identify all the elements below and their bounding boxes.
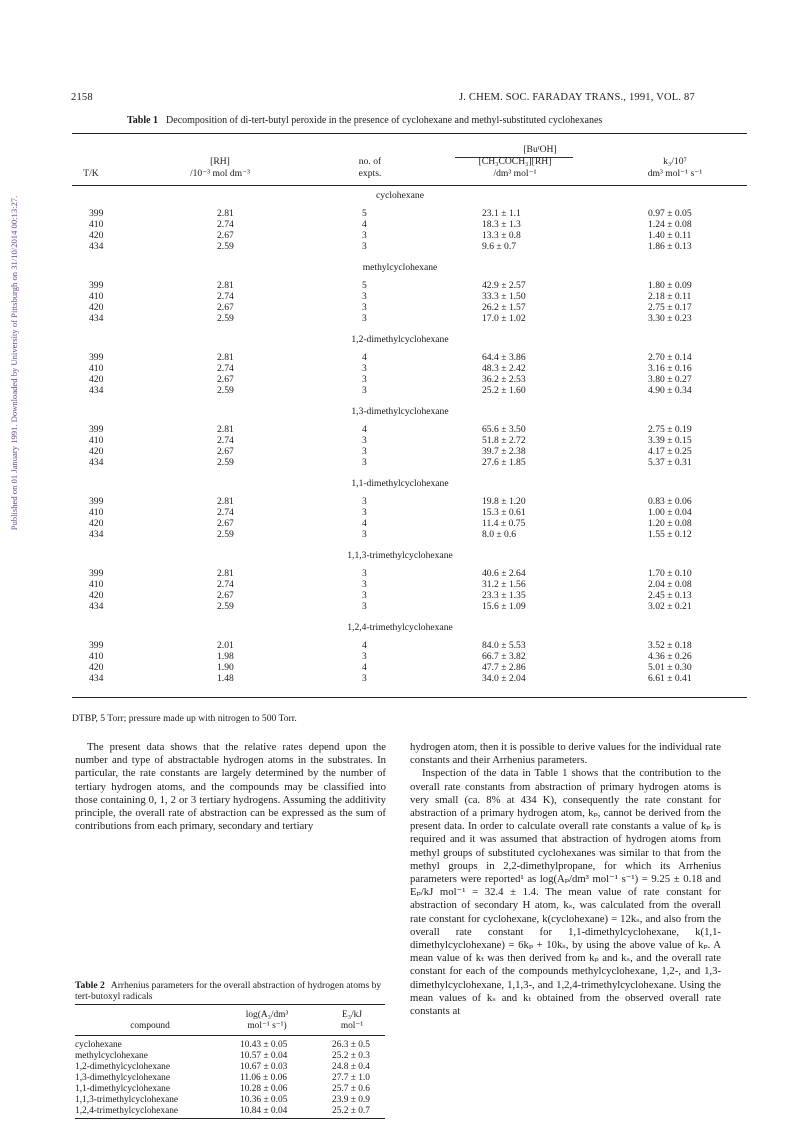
table1-top-rule [72,133,747,134]
table-cell: 47.7 ± 2.86 [482,662,526,673]
t2-col-compound: compound [130,1021,170,1031]
table-cell: 3 [362,496,367,507]
table-cell: 26.3 ± 0.5 [332,1040,370,1050]
table1-bottom-rule [72,697,747,698]
table-cell: 2.81 [217,568,234,579]
col-k-header-b: dm³ mol⁻¹ s⁻¹ [647,168,703,179]
table-cell: 410 [89,651,104,662]
table-cell: 3 [362,241,367,252]
table-row [0,280,799,291]
group-heading: methylcyclohexane [362,262,438,273]
table-cell: 434 [89,241,104,252]
col-t-header: T/K [83,168,99,179]
table-cell: 434 [89,601,104,612]
table-row [0,219,799,230]
table-row [0,1106,400,1117]
table-cell: 5 [362,280,367,291]
table-cell: 31.2 ± 1.56 [482,579,526,590]
table-cell: 3.30 ± 0.23 [648,313,692,324]
t2-col-loga-b: mol⁻¹ s⁻¹) [247,1021,287,1031]
table-cell: 434 [89,529,104,540]
table-cell: 2.70 ± 0.14 [648,352,692,363]
table-cell: 399 [89,424,104,435]
table-cell: 4.90 ± 0.34 [648,385,692,396]
table-cell: 3 [362,651,367,662]
table-row [0,374,799,385]
table-cell: 2.59 [217,529,234,540]
table-cell: 420 [89,230,104,241]
group-heading: 1,2-dimethylcyclohexane [351,334,449,345]
table-cell: 19.8 ± 1.20 [482,496,526,507]
table-cell: 9.6 ± 0.7 [482,241,517,252]
table-row [0,662,799,673]
table-row [0,601,799,612]
table-cell: 40.6 ± 2.64 [482,568,526,579]
table-cell: 2.59 [217,313,234,324]
table-cell: 3.39 ± 0.15 [648,435,692,446]
table-cell: 2.04 ± 0.08 [648,579,692,590]
table2-label: Table 2 [75,980,105,991]
table-cell: 27.6 ± 1.85 [482,457,526,468]
table-cell: cyclohexane [75,1040,122,1050]
table-cell: 2.75 ± 0.19 [648,424,692,435]
table-cell: 26.2 ± 1.57 [482,302,526,313]
table-cell: 2.59 [217,457,234,468]
table-cell: 2.74 [217,363,234,374]
table-cell: 17.0 ± 1.02 [482,313,526,324]
table-cell: 34.0 ± 2.04 [482,673,526,684]
table-cell: 410 [89,363,104,374]
table-row [0,313,799,324]
table-row [0,1051,400,1062]
table-cell: 1.24 ± 0.08 [648,219,692,230]
table-row [0,385,799,396]
table-cell: 2.59 [217,241,234,252]
table-cell: 51.8 ± 2.72 [482,435,526,446]
table-cell: 2.74 [217,219,234,230]
table-cell: 18.3 ± 1.3 [482,219,521,230]
table-cell: 39.7 ± 2.38 [482,446,526,457]
group-heading: cyclohexane [376,190,424,201]
table-cell: 48.3 ± 2.42 [482,363,526,374]
table-row [0,673,799,684]
table-row [0,1040,400,1051]
table-cell: 2.01 [217,640,234,651]
table-row [0,435,799,446]
table-cell: 4.17 ± 0.25 [648,446,692,457]
table-cell: 399 [89,568,104,579]
table-cell: 5.37 ± 0.31 [648,457,692,468]
table-cell: 2.67 [217,590,234,601]
table-row [0,518,799,529]
table2-header-rule [75,1035,385,1036]
table-cell: 5.01 ± 0.30 [648,662,692,673]
table-row [0,208,799,219]
group-heading: 1,3-dimethylcyclohexane [351,406,449,417]
table-cell: 420 [89,446,104,457]
table-cell: 1,1,3-trimethylcyclohexane [75,1095,179,1105]
table1-label: Table 1 [127,115,159,126]
table-cell: 420 [89,590,104,601]
table1-footnote: DTBP, 5 Torr; pressure made up with nitrogen to 500 Torr. [72,713,297,724]
table-cell: 3.02 ± 0.21 [648,601,692,612]
table-cell: 2.67 [217,230,234,241]
table-cell: 11.4 ± 0.75 [482,518,526,529]
table-cell: 5 [362,208,367,219]
table-row [0,291,799,302]
table-cell: 2.81 [217,424,234,435]
table-row [0,590,799,601]
table-row [0,496,799,507]
table-cell: 1.00 ± 0.04 [648,507,692,518]
table-row [0,363,799,374]
table-row [0,507,799,518]
table-cell: 1,1-dimethylcyclohexane [75,1084,171,1094]
table-cell: 4 [362,219,367,230]
table-cell: 399 [89,208,104,219]
table-row [0,230,799,241]
table-cell: 2.67 [217,302,234,313]
table-cell: 25.2 ± 0.7 [332,1106,370,1116]
table-cell: 2.67 [217,446,234,457]
table-cell: 1.90 [217,662,234,673]
table-row [0,640,799,651]
table-row [0,241,799,252]
table1-header-rule [72,185,747,186]
table-cell: 84.0 ± 5.53 [482,640,526,651]
table-cell: 10.28 ± 0.06 [240,1084,288,1094]
right-paragraph-1: hydrogen atom, then it is possible to derive values for the individual rate constants and their Arrhenius parameters. [410,741,721,767]
table-cell: 2.74 [217,291,234,302]
table-cell: 1.55 ± 0.12 [648,529,692,540]
table-cell: 3.16 ± 0.16 [648,363,692,374]
table-cell: 3 [362,457,367,468]
table-cell: 2.59 [217,385,234,396]
table-cell: 15.6 ± 1.09 [482,601,526,612]
table-cell: 25.2 ± 0.3 [332,1051,370,1061]
table-cell: 420 [89,302,104,313]
table-cell: 15.3 ± 0.61 [482,507,526,518]
table-cell: 1.70 ± 0.10 [648,568,692,579]
table-cell: 10.67 ± 0.03 [240,1062,288,1072]
table-cell: 410 [89,579,104,590]
table-cell: 410 [89,435,104,446]
table-cell: 4 [362,640,367,651]
table-cell: 2.81 [217,496,234,507]
table-cell: 3 [362,374,367,385]
table-cell: 3 [362,313,367,324]
table-cell: 66.7 ± 3.82 [482,651,526,662]
table-cell: 2.74 [217,579,234,590]
table-cell: 4 [362,518,367,529]
table-cell: 1.86 ± 0.13 [648,241,692,252]
table-cell: 1,3-dimethylcyclohexane [75,1073,171,1083]
table-cell: 42.9 ± 2.57 [482,280,526,291]
table-cell: 2.81 [217,352,234,363]
table2-caption-text: Arrhenius parameters for the overall abstraction of hydrogen atoms by tert-butoxyl radicals [75,980,382,1002]
table-row [0,424,799,435]
table-cell: 1.98 [217,651,234,662]
table1-caption [127,115,602,126]
table-cell: 3 [362,507,367,518]
table-cell: 65.6 ± 3.50 [482,424,526,435]
group-heading: 1,2,4-trimethylcyclohexane [347,622,453,633]
table-row [0,1084,400,1095]
col-n-header-a: no. of [358,156,382,167]
table-cell: 1.20 ± 0.08 [648,518,692,529]
table-cell: 33.3 ± 1.50 [482,291,526,302]
right-paragraph-2: Inspection of the data in Table 1 shows that the contribution to the overall rate constants from abstraction of primary hydrogen atoms is very small (ca. 8% at 434 K), consequently the rate constant for abstraction of a primary hydrogen atom, kₚ, cannot be derived from the present data. In order to calculate overall rate constants a value of kₚ is required and it was assumed that abstraction of hydrogen atoms from methyl groups of substituted cyclohexanes was similar to that from the methyl groups in 2,2-dimethylpropane, for which its Arrhenius parameters were reported¹ as log(Aₚ/dm³ mol⁻¹ s⁻¹) = 9.25 ± 0.18 and Eₚ/kJ mol⁻¹ = 32.4 ± 1.4. The mean value of rate constant for abstraction of secondary H atom, kₛ, was calculated from the overall rate constant for cyclohexane, k(cyclohexane) = 12kₛ, and also from the overall rate constant for 1,1-dimethylcyclohexane, k(1,1-dimethylcyclohexane) = 6kₚ + 10kₛ, by using the above value of kₚ. A mean value of kₜ was then derived from kₚ and kₛ, and the overall rate constant for each of the compounds methylcyclohexane, 1,2-, and 1,3-dimethylcyclohexane, 1,1,3-, and 1,2,4-trimethylcyclohexane. Using the mean values of kₛ and kₜ obtained from the observed overall rate constants at [410,767,721,1018]
table-cell: 2.18 ± 0.11 [648,291,692,302]
table-cell: 3 [362,601,367,612]
table-cell: 10.57 ± 0.04 [240,1051,288,1061]
table-cell: 434 [89,385,104,396]
table-row [0,352,799,363]
table-cell: 2.67 [217,374,234,385]
table-cell: 399 [89,352,104,363]
t2-col-e-a: E₃/kJ [342,1010,362,1020]
table-row [0,529,799,540]
table-row [0,568,799,579]
table1-caption-text: Decomposition of di-tert-butyl peroxide in the presence of cyclohexane and methyl-substituted cyclohexanes [166,115,603,126]
table-cell: 3 [362,230,367,241]
table-cell: 3 [362,673,367,684]
col-ratio-header-c: /dm³ mol⁻¹ [493,168,537,179]
table-cell: 3 [362,568,367,579]
table-row [0,446,799,457]
table-cell: 4 [362,424,367,435]
table-cell: 420 [89,518,104,529]
table-cell: 23.9 ± 0.9 [332,1095,370,1105]
table-cell: 0.97 ± 0.05 [648,208,692,219]
table-cell: 420 [89,374,104,385]
table-cell: 1,2,4-trimethylcyclohexane [75,1106,179,1116]
col-rh-header-a: [RH] [210,156,230,167]
table-cell: 10.84 ± 0.04 [240,1106,288,1116]
table-cell: 3 [362,590,367,601]
table-cell: 0.83 ± 0.06 [648,496,692,507]
group-heading: 1,1,3-trimethylcyclohexane [347,550,453,561]
table-cell: 8.0 ± 0.6 [482,529,517,540]
table-cell: 399 [89,280,104,291]
table-cell: 1,2-dimethylcyclohexane [75,1062,171,1072]
table-cell: 24.8 ± 0.4 [332,1062,370,1072]
right-column-text [410,741,721,1018]
table-cell: 2.67 [217,518,234,529]
table-cell: 399 [89,640,104,651]
journal-header: J. CHEM. SOC. FARADAY TRANS., 1991, VOL. 87 [459,92,695,103]
table-cell: 4.36 ± 0.26 [648,651,692,662]
table-row [0,457,799,468]
table-cell: 23.3 ± 1.35 [482,590,526,601]
table-cell: 2.74 [217,435,234,446]
table-cell: 2.59 [217,601,234,612]
table-cell: 4 [362,662,367,673]
table-cell: 3 [362,291,367,302]
table-cell: 27.7 ± 1.0 [332,1073,370,1083]
download-watermark: Published on 01 January 1991. Downloaded by University of Pittsburgh on 31/10/2014 00:13:27. [9,195,19,531]
table-row [0,651,799,662]
table-cell: 2.81 [217,208,234,219]
table-cell: 3 [362,446,367,457]
table-cell: 4 [362,352,367,363]
col-n-header-b: expts. [358,168,382,179]
table-cell: 10.43 ± 0.05 [240,1040,288,1050]
table-row [0,1062,400,1073]
table-cell: 399 [89,496,104,507]
table-cell: 434 [89,313,104,324]
table-cell: 410 [89,219,104,230]
table-cell: 3 [362,385,367,396]
table-cell: 64.4 ± 3.86 [482,352,526,363]
table-cell: 1.80 ± 0.09 [648,280,692,291]
table-cell: 3 [362,435,367,446]
table-row [0,302,799,313]
left-paragraph: The present data shows that the relative rates depend upon the number and type of abstractable hydrogen atoms in the substrates. In particular, the rate constants are largely determined by the number of tertiary hydrogen atoms, and the compounds may be classified into those containing 0, 1, 2 or 3 tertiary hydrogens. Assuming the additivity principle, the overall rate of abstraction can be expressed as the sum of contributions from each primary, secondary and tertiary [75,741,386,833]
group-heading: 1,1-dimethylcyclohexane [351,478,449,489]
table-cell: 434 [89,673,104,684]
table-cell: methylcyclohexane [75,1051,148,1061]
table-cell: 3 [362,529,367,540]
page-number: 2158 [71,92,93,103]
t2-col-loga-a: log(A₃/dm³ [245,1010,289,1020]
table-cell: 3.80 ± 0.27 [648,374,692,385]
table2-caption [75,980,385,1002]
table-cell: 410 [89,507,104,518]
col-rh-header-b: /10⁻³ mol dm⁻³ [189,168,251,179]
table-cell: 3.52 ± 0.18 [648,640,692,651]
col-ratio-header-b: [CH₃COCH₃][RH] [478,156,552,167]
table-cell: 2.45 ± 0.13 [648,590,692,601]
table2-top-rule [75,1004,385,1005]
table-cell: 13.3 ± 0.8 [482,230,521,241]
table-cell: 1.40 ± 0.11 [648,230,692,241]
table-cell: 11.06 ± 0.06 [240,1073,287,1083]
table-cell: 3 [362,579,367,590]
table-cell: 434 [89,457,104,468]
table-row [0,1095,400,1106]
table-cell: 10.36 ± 0.05 [240,1095,288,1105]
table-cell: 23.1 ± 1.1 [482,208,521,219]
table-cell: 25.2 ± 1.60 [482,385,526,396]
table-cell: 3 [362,363,367,374]
table-cell: 2.75 ± 0.17 [648,302,692,313]
table-cell: 6.61 ± 0.41 [648,673,692,684]
table-row [0,1073,400,1084]
table-cell: 25.7 ± 0.6 [332,1084,370,1094]
table-cell: 3 [362,302,367,313]
table-cell: 2.81 [217,280,234,291]
col-k-header-a: k₃/10⁷ [663,156,687,167]
table2-bottom-rule [75,1118,385,1119]
table-cell: 420 [89,662,104,673]
table-cell: 410 [89,291,104,302]
table-cell: 2.74 [217,507,234,518]
table-cell: 1.48 [217,673,234,684]
t2-col-e-b: mol⁻¹ [340,1021,364,1031]
table-row [0,579,799,590]
table-cell: 36.2 ± 2.53 [482,374,526,385]
col-ratio-header-a: [BuᵗOH] [523,144,557,155]
